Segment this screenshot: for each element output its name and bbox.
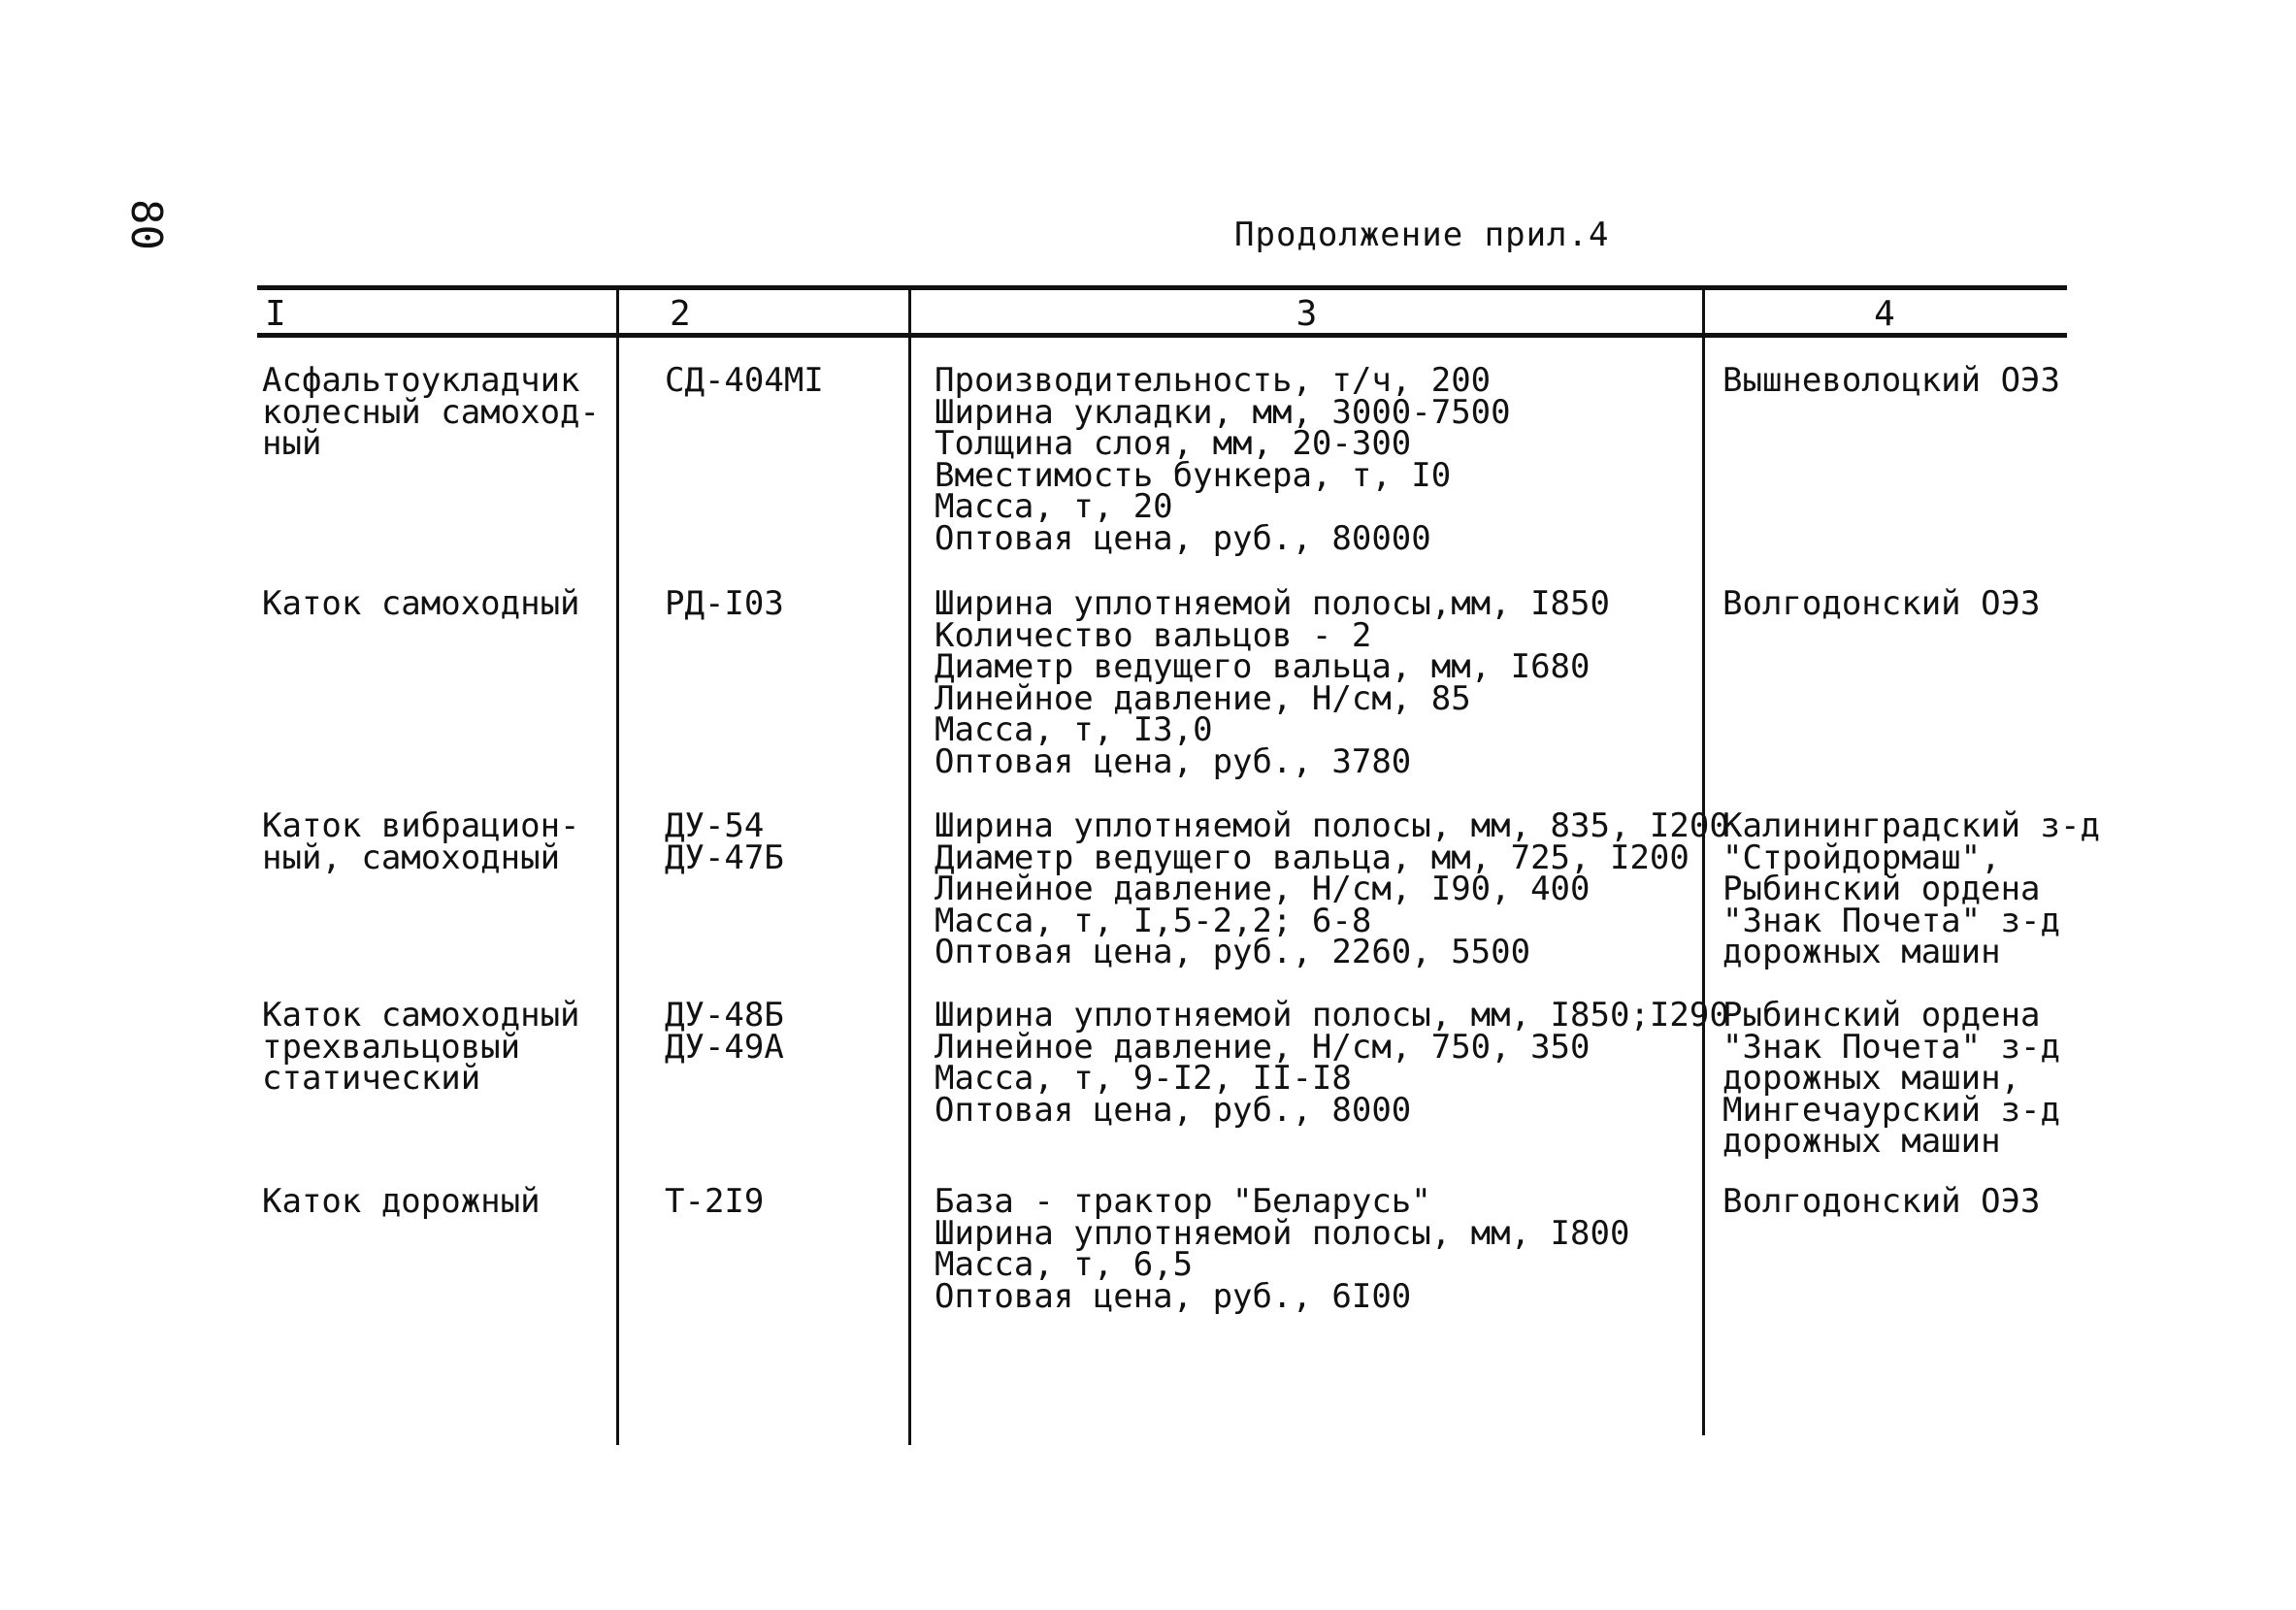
equipment-model: Т-2I9: [665, 1182, 765, 1221]
equipment-specs: Ширина уплотняемой полосы, мм, I850;I290 Линейное давление, Н/см, 750, 350 Масса, т, 9-I2, II-I8 Оптовая цена, руб., 8000: [935, 996, 1729, 1130]
header-col-3: 3: [1296, 294, 1318, 334]
equipment-specs: Ширина уплотняемой полосы,мм, I850 Количество вальцов - 2 Диаметр ведущего вальца, мм, I680 Линейное давление, Н/см, 85 Масса, т, I3,0 Оптовая цена, руб., 3780: [935, 584, 1610, 781]
header-col-4: 4: [1874, 294, 1895, 334]
equipment-maker: Волгодонский ОЭЗ: [1722, 1182, 2041, 1221]
equipment-name: Каток дорожный: [262, 1182, 541, 1221]
equipment-name: Каток самоходный трехвальцовый статический: [262, 996, 580, 1098]
column-divider-2: [908, 285, 911, 1445]
equipment-maker: Волгодонский ОЭЗ: [1722, 584, 2041, 623]
table-top-rule: [257, 285, 2067, 290]
continuation-title: Продолжение прил.4: [1234, 215, 1610, 254]
header-col-1: I: [265, 294, 286, 334]
equipment-model: СД-404МI: [665, 361, 824, 400]
column-divider-1: [616, 285, 619, 1445]
page-number: 80: [121, 199, 171, 250]
equipment-table: [257, 281, 2100, 1446]
equipment-specs: Ширина уплотняемой полосы, мм, 835, I200 Диаметр ведущего вальца, мм, 725, I200 Линейное давление, Н/см, I90, 400 Масса, т, I,5-2,2; 6-8 Оптовая цена, руб., 2260, 5500: [935, 806, 1729, 971]
header-col-2: 2: [670, 294, 691, 334]
equipment-name: Асфальтоукладчик колесный самоход- ный: [262, 361, 600, 463]
equipment-name: Каток вибрацион- ный, самоходный: [262, 806, 580, 877]
equipment-specs: База - трактор "Беларусь" Ширина уплотняемой полосы, мм, I800 Масса, т, 6,5 Оптовая цена, руб., 6I00: [935, 1182, 1630, 1316]
equipment-model: ДУ-48Б ДУ-49А: [665, 996, 784, 1067]
equipment-maker: Вышневолоцкий ОЭЗ: [1722, 361, 2060, 400]
equipment-model: ДУ-54 ДУ-47Б: [665, 806, 784, 877]
equipment-maker: Калининградский з-д "Стройдормаш", Рыбинский ордена "Знак Почета" з-д дорожных машин: [1722, 806, 2100, 971]
equipment-model: РД-I03: [665, 584, 784, 623]
equipment-specs: Производительность, т/ч, 200 Ширина укладки, мм, 3000-7500 Толщина слоя, мм, 20-300 Вместимость бункера, т, I0 Масса, т, 20 Оптовая цена, руб., 80000: [935, 361, 1511, 558]
equipment-name: Каток самоходный: [262, 584, 580, 623]
equipment-maker: Рыбинский ордена "Знак Почета" з-д дорожных машин, Мингечаурский з-д дорожных машин: [1722, 996, 2060, 1161]
